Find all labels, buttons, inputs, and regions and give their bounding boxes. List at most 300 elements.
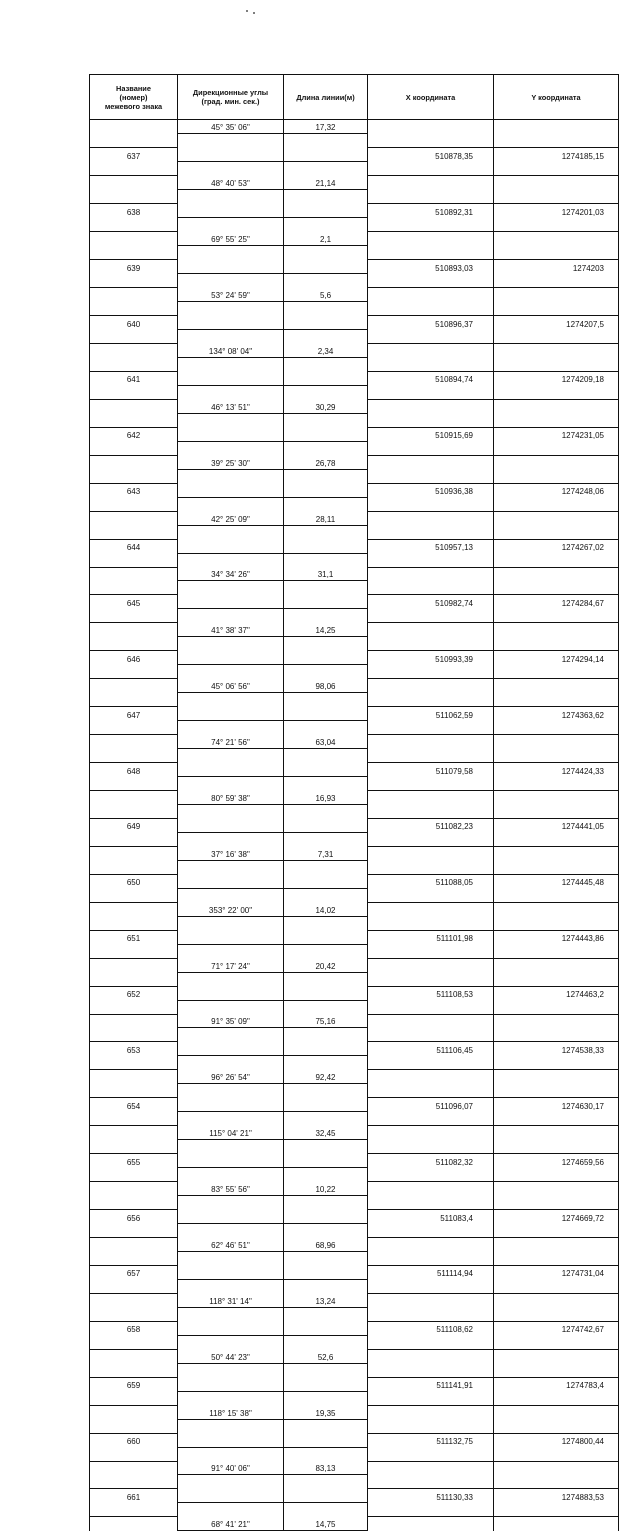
segment-row (90, 176, 619, 190)
direction-angle-cell (178, 274, 284, 288)
x-coordinate-cell (368, 1224, 494, 1238)
segment-row (90, 511, 619, 525)
segment-row-lower (90, 357, 619, 371)
point-row (90, 316, 619, 330)
point-row-lower (90, 832, 619, 846)
point-row (90, 1433, 619, 1447)
x-coordinate-cell (368, 427, 494, 441)
line-length-cell (284, 1042, 368, 1056)
y-coordinate-cell (494, 567, 619, 581)
line-length-cell-text: 16,93 (315, 793, 336, 803)
direction-angle-cell (178, 1461, 284, 1475)
x-coordinate-cell (368, 665, 494, 679)
y-coordinate-cell (494, 539, 619, 553)
x-coordinate-cell (368, 1126, 494, 1140)
point-name-cell (90, 1335, 178, 1349)
point-name-cell (90, 846, 178, 860)
point-row (90, 763, 619, 777)
header-x-coordinate: X координата (368, 75, 494, 120)
point-name-cell (90, 567, 178, 581)
x-coordinate-cell (368, 1251, 494, 1265)
segment-row (90, 1126, 619, 1140)
y-coordinate-cell (494, 1391, 619, 1405)
line-length-cell (284, 972, 368, 986)
x-coordinate-cell (368, 958, 494, 972)
direction-angle-cell (178, 986, 284, 1000)
y-coordinate-cell (494, 763, 619, 777)
direction-angle-cell (178, 860, 284, 874)
y-coordinate-cell-text: 1274463,2 (566, 990, 604, 1000)
x-coordinate-cell (368, 218, 494, 232)
point-row (90, 427, 619, 441)
line-length-cell (284, 497, 368, 511)
direction-angle-cell (178, 581, 284, 595)
direction-angle-cell (178, 595, 284, 609)
x-coordinate-cell (368, 1042, 494, 1056)
y-coordinate-cell (494, 1349, 619, 1363)
point-name-cell (90, 344, 178, 358)
line-length-cell (284, 623, 368, 637)
x-coordinate-cell (368, 1014, 494, 1028)
direction-angle-cell (178, 176, 284, 190)
x-coordinate-cell (368, 749, 494, 763)
y-coordinate-cell (494, 1489, 619, 1503)
segment-row (90, 1182, 619, 1196)
x-coordinate-cell (368, 1000, 494, 1014)
x-coordinate-cell (368, 441, 494, 455)
direction-angle-cell (178, 1182, 284, 1196)
y-coordinate-cell (494, 1475, 619, 1489)
line-length-cell (284, 1154, 368, 1168)
point-name-cell-text: 650 (126, 878, 141, 888)
point-name-cell (90, 735, 178, 749)
line-length-cell (284, 1224, 368, 1238)
direction-angle-cell (178, 1251, 284, 1265)
direction-angle-cell-text: 45° 06' 56" (211, 682, 250, 692)
y-coordinate-cell (494, 1182, 619, 1196)
line-length-cell (284, 1084, 368, 1098)
line-length-cell-text: 2,1 (319, 235, 332, 245)
x-coordinate-cell (368, 1349, 494, 1363)
direction-angle-cell (178, 483, 284, 497)
direction-angle-cell (178, 651, 284, 665)
point-row (90, 651, 619, 665)
line-length-cell (284, 357, 368, 371)
point-row (90, 371, 619, 385)
y-coordinate-cell (494, 1265, 619, 1279)
direction-angle-cell (178, 1307, 284, 1321)
y-coordinate-cell (494, 986, 619, 1000)
y-coordinate-cell-text: 1274669,72 (561, 1213, 604, 1223)
x-coordinate-cell (368, 930, 494, 944)
y-coordinate-cell (494, 176, 619, 190)
direction-angle-cell (178, 1293, 284, 1307)
x-coordinate-cell (368, 1335, 494, 1349)
segment-row-lower (90, 190, 619, 204)
x-coordinate-cell (368, 511, 494, 525)
point-name-cell (90, 1028, 178, 1042)
line-length-cell (284, 441, 368, 455)
direction-angle-cell-text: 42° 25' 09" (211, 514, 250, 524)
direction-angle-cell (178, 930, 284, 944)
x-coordinate-cell (368, 693, 494, 707)
x-coordinate-cell-text: 510936,38 (435, 487, 473, 497)
direction-angle-cell (178, 1224, 284, 1238)
point-name-cell (90, 581, 178, 595)
point-name-cell-text: 639 (126, 263, 141, 273)
point-row (90, 1042, 619, 1056)
point-name-cell (90, 469, 178, 483)
direction-angle-cell-text: 83° 55' 56" (211, 1185, 250, 1195)
x-coordinate-cell (368, 623, 494, 637)
direction-angle-cell (178, 1279, 284, 1293)
y-coordinate-cell-text: 1274203 (572, 263, 604, 273)
x-coordinate-cell (368, 916, 494, 930)
x-coordinate-cell (368, 1489, 494, 1503)
segment-row-lower (90, 1084, 619, 1098)
y-coordinate-cell (494, 1279, 619, 1293)
y-coordinate-cell (494, 469, 619, 483)
point-row-lower (90, 1000, 619, 1014)
y-coordinate-cell-text: 1274445,48 (561, 878, 604, 888)
x-coordinate-cell (368, 944, 494, 958)
y-coordinate-cell (494, 735, 619, 749)
segment-row-lower (90, 525, 619, 539)
direction-angle-cell (178, 1210, 284, 1224)
line-length-cell (284, 469, 368, 483)
line-length-cell (284, 1014, 368, 1028)
y-coordinate-cell (494, 958, 619, 972)
point-name-cell-text: 655 (126, 1157, 141, 1167)
direction-angle-cell (178, 1084, 284, 1098)
header-point-name: Название (номер) межевого знака (90, 75, 178, 120)
direction-angle-cell (178, 497, 284, 511)
point-row-lower (90, 330, 619, 344)
line-length-cell (284, 1196, 368, 1210)
y-coordinate-cell (494, 274, 619, 288)
direction-angle-cell-text: 39° 25' 30" (211, 458, 250, 468)
point-row-lower (90, 888, 619, 902)
y-coordinate-cell (494, 1056, 619, 1070)
x-coordinate-cell (368, 1503, 494, 1517)
x-coordinate-cell (368, 763, 494, 777)
segment-row-lower (90, 972, 619, 986)
point-name-cell-text: 638 (126, 207, 141, 217)
y-coordinate-cell (494, 804, 619, 818)
line-length-cell (284, 1210, 368, 1224)
segment-row (90, 344, 619, 358)
point-name-cell-text: 637 (126, 151, 141, 161)
y-coordinate-cell (494, 1000, 619, 1014)
point-name-cell (90, 204, 178, 218)
direction-angle-cell (178, 735, 284, 749)
direction-angle-cell (178, 1433, 284, 1447)
point-row-lower (90, 609, 619, 623)
y-coordinate-cell (494, 930, 619, 944)
line-length-cell (284, 1182, 368, 1196)
point-name-cell (90, 609, 178, 623)
direction-angle-cell-text: 45° 35' 06" (211, 123, 250, 133)
x-coordinate-cell-text: 511108,62 (436, 1325, 473, 1335)
line-length-cell (284, 958, 368, 972)
x-coordinate-cell-text: 511114,94 (436, 1269, 473, 1279)
point-name-cell (90, 134, 178, 148)
segment-row-lower (90, 637, 619, 651)
line-length-cell-text: 20,42 (315, 961, 336, 971)
line-length-cell (284, 371, 368, 385)
y-coordinate-cell-text: 1274441,05 (561, 822, 604, 832)
x-coordinate-cell (368, 707, 494, 721)
direction-angle-cell (178, 371, 284, 385)
direction-angle-cell (178, 958, 284, 972)
point-name-cell (90, 399, 178, 413)
x-coordinate-cell-text: 510993,39 (435, 654, 473, 664)
point-name-cell (90, 413, 178, 427)
point-row-lower (90, 1503, 619, 1517)
point-row-lower (90, 721, 619, 735)
point-row-lower (90, 218, 619, 232)
point-name-cell (90, 330, 178, 344)
point-name-cell-text: 640 (126, 319, 141, 329)
line-length-cell-text: 17,32 (315, 123, 336, 133)
line-length-cell (284, 1098, 368, 1112)
point-name-cell (90, 986, 178, 1000)
line-length-cell (284, 1279, 368, 1293)
y-coordinate-cell (494, 916, 619, 930)
y-coordinate-cell (494, 288, 619, 302)
y-coordinate-cell-text: 1274424,33 (561, 766, 604, 776)
direction-angle-cell (178, 804, 284, 818)
line-length-cell (284, 413, 368, 427)
point-name-cell (90, 1293, 178, 1307)
line-length-cell (284, 120, 368, 134)
x-coordinate-cell (368, 637, 494, 651)
direction-angle-cell (178, 679, 284, 693)
line-length-cell (284, 1251, 368, 1265)
line-length-cell (284, 860, 368, 874)
x-coordinate-cell (368, 1419, 494, 1433)
line-length-cell (284, 791, 368, 805)
x-coordinate-cell (368, 302, 494, 316)
y-coordinate-cell-text: 1274363,62 (561, 710, 604, 720)
line-length-cell-text: 26,78 (315, 458, 336, 468)
x-coordinate-cell-text: 511106,45 (436, 1045, 473, 1055)
y-coordinate-cell (494, 721, 619, 735)
point-name-cell-text: 647 (126, 710, 141, 720)
point-name-cell (90, 1251, 178, 1265)
y-coordinate-cell (494, 1447, 619, 1461)
x-coordinate-cell (368, 455, 494, 469)
line-length-cell (284, 246, 368, 260)
point-row-lower (90, 385, 619, 399)
point-name-cell (90, 1070, 178, 1084)
line-length-cell (284, 916, 368, 930)
point-name-cell (90, 804, 178, 818)
x-coordinate-cell (368, 1182, 494, 1196)
point-row-lower (90, 497, 619, 511)
direction-angle-cell-text: 69° 55' 25" (211, 235, 250, 245)
direction-angle-cell-text: 41° 38' 37" (211, 626, 250, 636)
line-length-cell (284, 176, 368, 190)
y-coordinate-cell (494, 246, 619, 260)
line-length-cell (284, 707, 368, 721)
y-coordinate-cell (494, 749, 619, 763)
line-length-cell-text: 68,96 (315, 1240, 336, 1250)
line-length-cell (284, 1503, 368, 1517)
direction-angle-cell (178, 357, 284, 371)
x-coordinate-cell (368, 1084, 494, 1098)
point-row-lower (90, 1224, 619, 1238)
x-coordinate-cell (368, 413, 494, 427)
direction-angle-cell-text: 46° 13' 51" (211, 402, 250, 412)
point-row (90, 707, 619, 721)
line-length-cell (284, 567, 368, 581)
y-coordinate-cell-text: 1274883,53 (561, 1492, 604, 1502)
point-name-cell (90, 1000, 178, 1014)
x-coordinate-cell (368, 399, 494, 413)
x-coordinate-cell (368, 804, 494, 818)
line-length-cell (284, 539, 368, 553)
point-row-lower (90, 553, 619, 567)
point-name-cell (90, 1447, 178, 1461)
point-name-cell-text: 648 (126, 766, 141, 776)
line-length-cell (284, 553, 368, 567)
direction-angle-cell (178, 916, 284, 930)
point-name-cell (90, 888, 178, 902)
point-name-cell (90, 707, 178, 721)
x-coordinate-cell (368, 1293, 494, 1307)
line-length-cell (284, 818, 368, 832)
line-length-cell (284, 637, 368, 651)
direction-angle-cell (178, 1265, 284, 1279)
line-length-cell (284, 1489, 368, 1503)
segment-row-lower (90, 1475, 619, 1489)
direction-angle-cell (178, 1447, 284, 1461)
line-length-cell (284, 874, 368, 888)
point-row (90, 204, 619, 218)
y-coordinate-cell (494, 860, 619, 874)
line-length-cell (284, 777, 368, 791)
y-coordinate-cell (494, 679, 619, 693)
direction-angle-cell-text: 37° 16' 38" (211, 849, 250, 859)
x-coordinate-cell-text: 510894,74 (435, 375, 473, 385)
x-coordinate-cell (368, 1112, 494, 1126)
y-coordinate-cell (494, 581, 619, 595)
y-coordinate-cell (494, 1433, 619, 1447)
line-length-cell (284, 1293, 368, 1307)
x-coordinate-cell (368, 846, 494, 860)
direction-angle-cell (178, 1112, 284, 1126)
y-coordinate-cell (494, 1461, 619, 1475)
line-length-cell-text: 5,6 (319, 291, 332, 301)
segment-row (90, 288, 619, 302)
point-row (90, 1098, 619, 1112)
point-name-cell (90, 1349, 178, 1363)
segment-row (90, 791, 619, 805)
direction-angle-cell (178, 763, 284, 777)
segment-row (90, 1517, 619, 1531)
y-coordinate-cell-text: 1274248,06 (561, 487, 604, 497)
y-coordinate-cell (494, 832, 619, 846)
line-length-cell (284, 1056, 368, 1070)
y-coordinate-cell-text: 1274185,15 (561, 151, 604, 161)
point-name-cell (90, 916, 178, 930)
direction-angle-cell-text: 53° 24' 59" (211, 291, 250, 301)
x-coordinate-cell (368, 1363, 494, 1377)
y-coordinate-cell (494, 1028, 619, 1042)
y-coordinate-cell (494, 483, 619, 497)
direction-angle-cell-text: 96° 26' 54" (211, 1073, 250, 1083)
line-length-cell (284, 609, 368, 623)
point-name-cell (90, 427, 178, 441)
y-coordinate-cell (494, 944, 619, 958)
direction-angle-cell (178, 1196, 284, 1210)
y-coordinate-cell (494, 497, 619, 511)
direction-angle-cell (178, 553, 284, 567)
direction-angle-cell (178, 134, 284, 148)
y-coordinate-cell-text: 1274742,67 (561, 1325, 604, 1335)
point-name-cell (90, 679, 178, 693)
y-coordinate-cell (494, 1014, 619, 1028)
point-name-cell-text: 658 (126, 1325, 141, 1335)
line-length-cell (284, 1000, 368, 1014)
point-name-cell (90, 721, 178, 735)
x-coordinate-cell (368, 1279, 494, 1293)
direction-angle-cell (178, 1000, 284, 1014)
segment-row (90, 120, 619, 134)
x-coordinate-cell (368, 567, 494, 581)
direction-angle-cell (178, 972, 284, 986)
y-coordinate-cell (494, 148, 619, 162)
segment-row-lower (90, 916, 619, 930)
y-coordinate-cell (494, 218, 619, 232)
y-coordinate-cell-text: 1274443,86 (561, 934, 604, 944)
line-length-cell (284, 1028, 368, 1042)
line-length-cell-text: 75,16 (315, 1017, 336, 1027)
x-coordinate-cell (368, 483, 494, 497)
point-name-cell-text: 656 (126, 1213, 141, 1223)
x-coordinate-cell (368, 1447, 494, 1461)
line-length-cell (284, 232, 368, 246)
line-length-cell (284, 1140, 368, 1154)
header-line-length: Длина линии(м) (284, 75, 368, 120)
point-name-cell (90, 274, 178, 288)
y-coordinate-cell (494, 651, 619, 665)
y-coordinate-cell (494, 1140, 619, 1154)
line-length-cell (284, 1335, 368, 1349)
point-name-cell (90, 791, 178, 805)
line-length-cell (284, 693, 368, 707)
line-length-cell (284, 134, 368, 148)
segment-row-lower (90, 804, 619, 818)
point-row (90, 818, 619, 832)
direction-angle-cell-text: 353° 22' 00" (208, 905, 253, 915)
y-coordinate-cell (494, 1503, 619, 1517)
y-coordinate-cell (494, 665, 619, 679)
y-coordinate-cell (494, 1307, 619, 1321)
y-coordinate-cell-text: 1274284,67 (561, 598, 604, 608)
y-coordinate-cell (494, 1363, 619, 1377)
line-length-cell-text: 32,45 (315, 1129, 336, 1139)
x-coordinate-cell (368, 134, 494, 148)
y-coordinate-cell (494, 777, 619, 791)
point-name-cell-text: 642 (126, 431, 141, 441)
x-coordinate-cell (368, 1307, 494, 1321)
x-coordinate-cell (368, 1517, 494, 1531)
x-coordinate-cell (368, 1210, 494, 1224)
point-name-cell (90, 1489, 178, 1503)
point-name-cell (90, 1224, 178, 1238)
